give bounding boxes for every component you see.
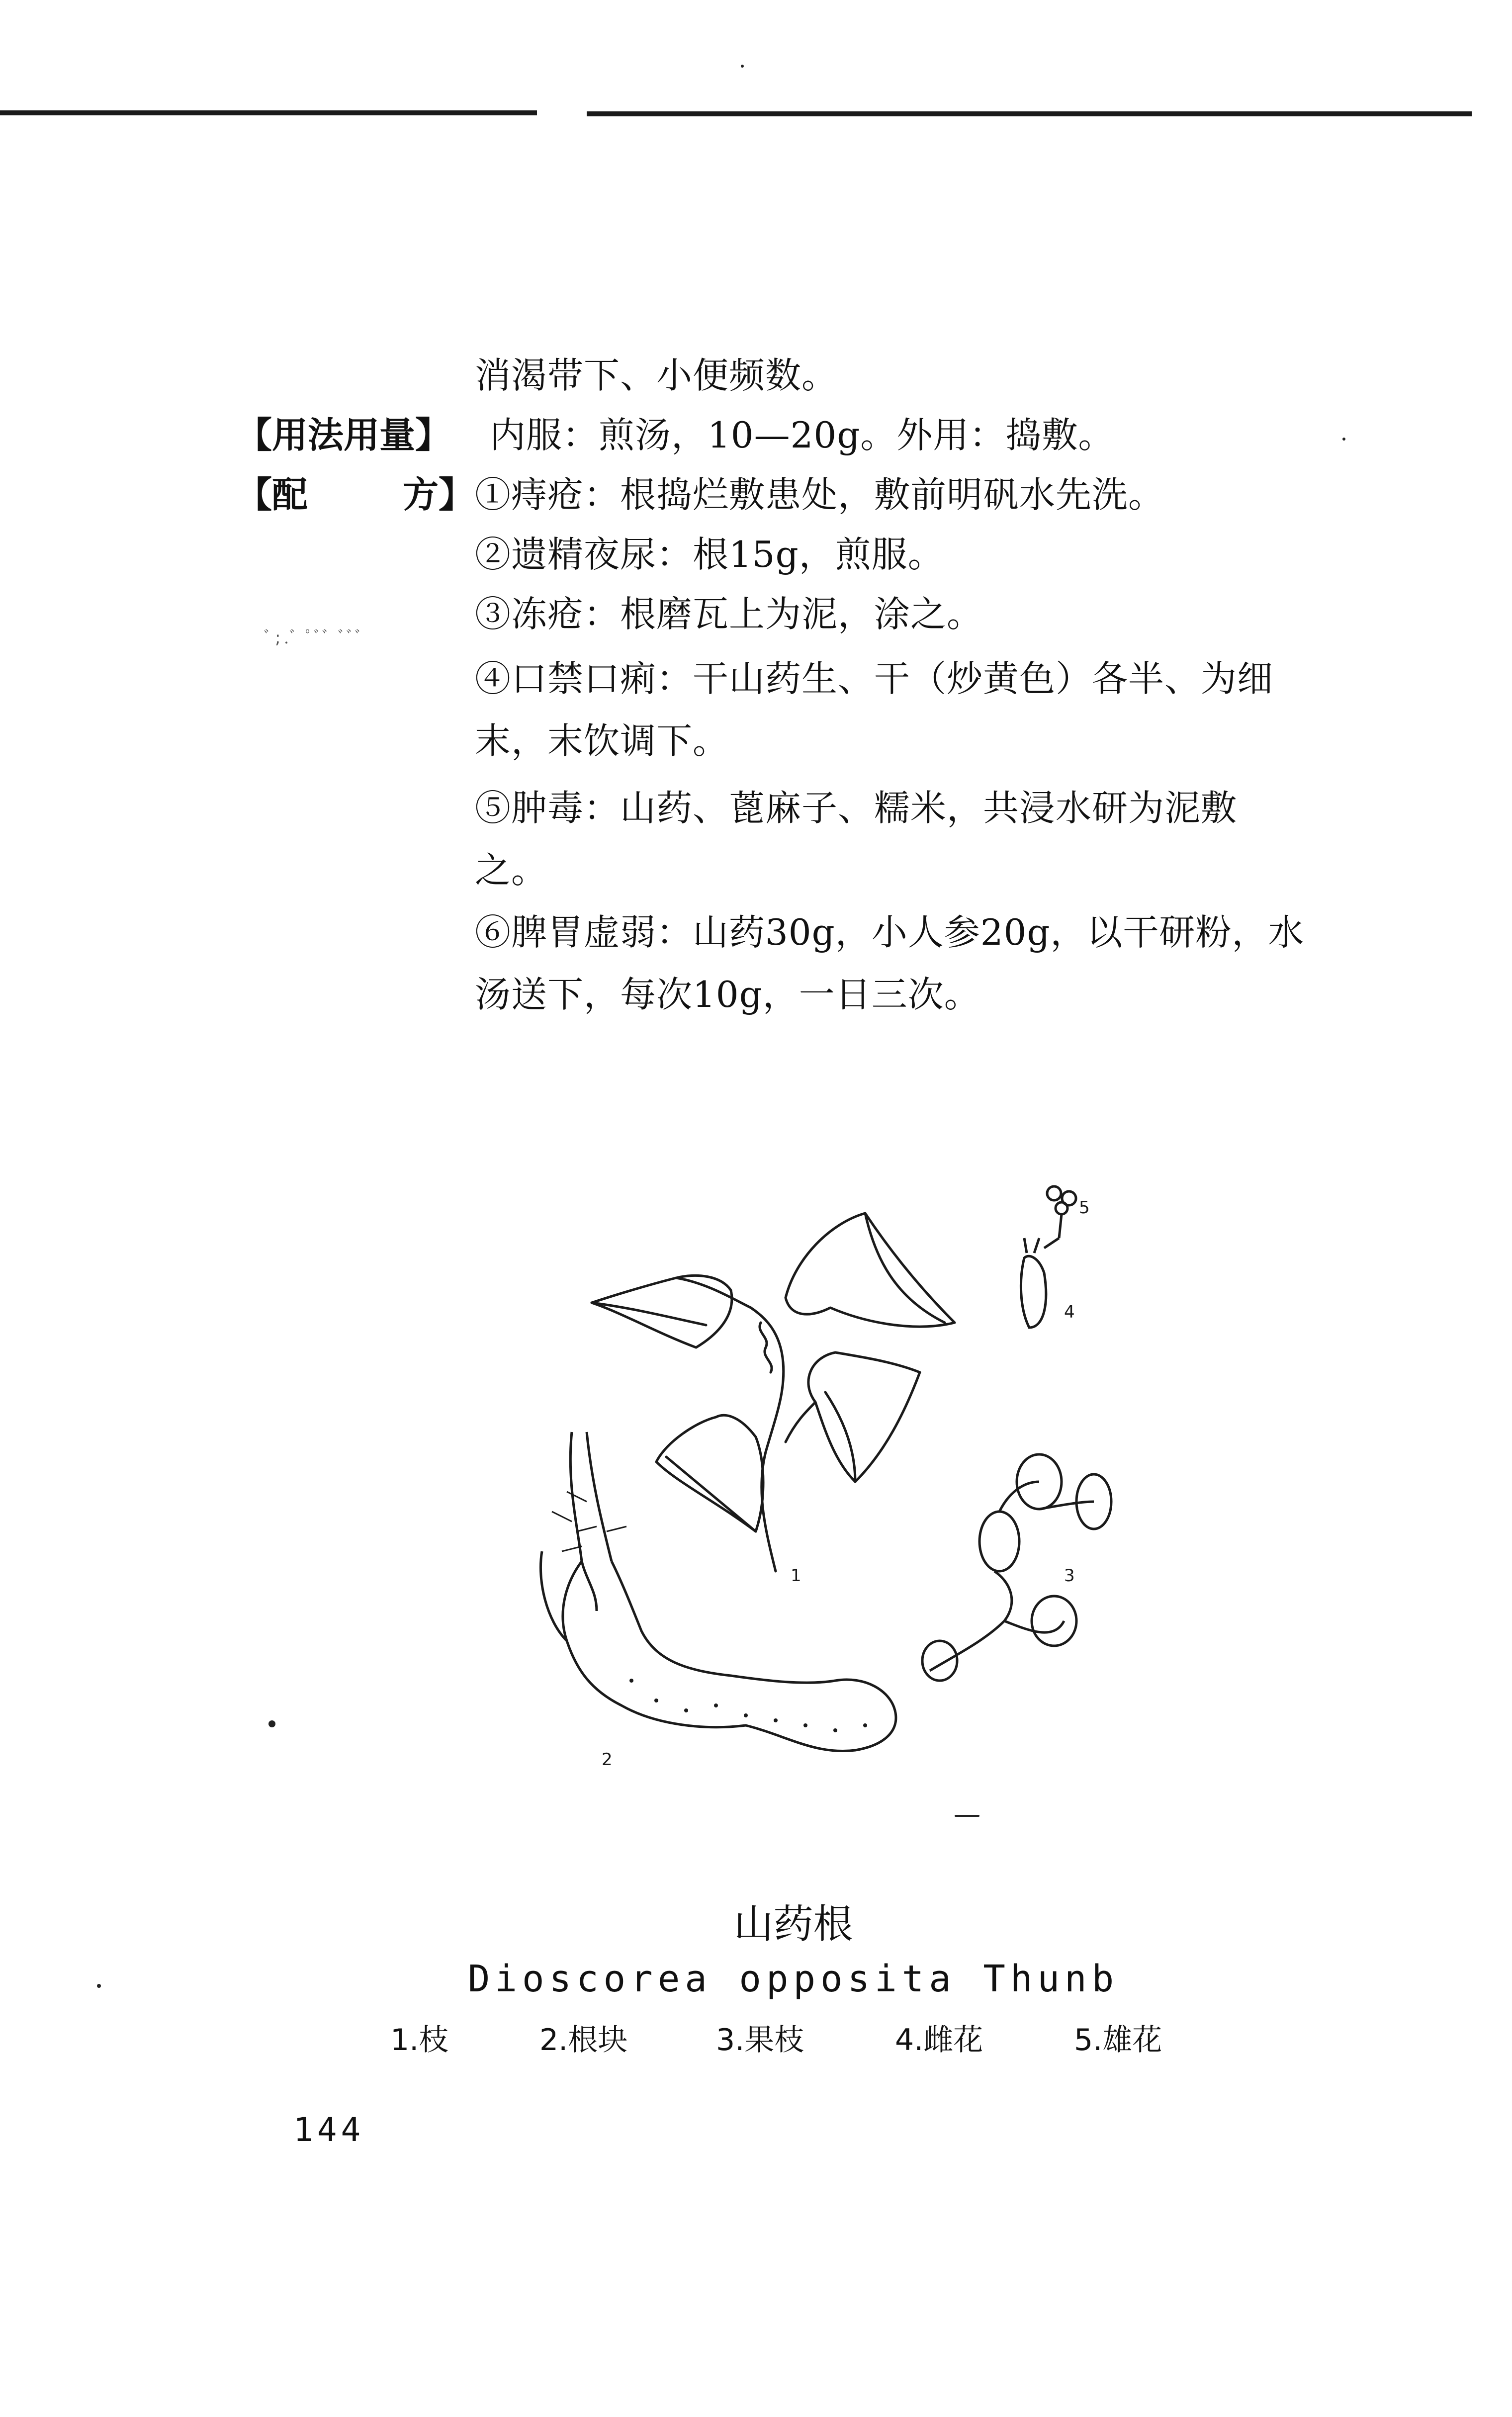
tuber-stem [570,1432,597,1611]
female-flower [1021,1256,1046,1328]
legend-item-5: 5.雄花 [1074,2023,1162,2058]
legend-item-4: 4.雌花 [895,2023,983,2058]
margin-scribble: ﾞ;.ﾞ ﾟﾞﾞ ﾞﾞﾞ [264,628,366,648]
scan-speck [1342,438,1345,441]
part-number-5: 5 [1079,1198,1090,1218]
fruit-branch [930,1571,1012,1671]
male-flower [1047,1186,1061,1200]
part-number-1: 1 [791,1566,801,1586]
legend-item-2: 2.根块 [539,2023,628,2058]
header-rule-right [587,111,1472,116]
scan-speck [955,1815,979,1817]
formula-item-1: ①痔疮：根捣烂敷患处，敷前明矾水先洗。 [475,474,1165,516]
part-number-3: 3 [1064,1566,1075,1586]
leaf-upper-left [592,1275,732,1347]
formula-item-4-line-2: 末，末饮调下。 [475,720,729,762]
formula-item-3: ③冻疮：根磨瓦上为泥，涂之。 [475,593,983,635]
header-rule-left [0,110,537,115]
figure-title-latin: Dioscorea opposita Thunb [467,1958,1119,2000]
scan-speck [741,65,744,68]
part-number-2: 2 [602,1750,613,1770]
leaf-middle-right [808,1352,920,1482]
formula-item-4-line-1: ④口禁口痢：干山药生、干（炒黄色）各半、为细 [475,658,1274,700]
formula-item-6-line-1: ⑥脾胃虚弱：山药30g，小人参20g，以干研粉，水 [475,911,1305,953]
figure-title-chinese: 山药根 [733,1901,853,1947]
leaf-middle-left [656,1415,763,1531]
formula-item-6-line-2: 汤送下，每次10g，一日三次。 [475,974,980,1015]
legend-item-1: 1.枝 [390,2023,449,2058]
usage-text: 内服：煎汤，10—20g。外用：捣敷。 [490,414,1115,456]
scan-speck [268,1720,275,1727]
tuber-root [563,1561,896,1751]
formula-label-left: 【配 [236,474,308,516]
formula-item-5-line-1: ⑤肿毒：山药、蓖麻子、糯米，共浸水研为泥敷 [475,787,1238,829]
formula-item-2: ②遗精夜尿：根15g，煎服。 [475,534,944,575]
text-line-continuation: 消渴带下、小便频数。 [475,355,838,396]
formula-label-right: 方】 [403,474,475,516]
page-number: 144 [293,2111,365,2149]
scan-speck [97,1984,101,1988]
part-number-4: 4 [1064,1302,1075,1322]
usage-label: 【用法用量】 [236,414,451,456]
formula-item-5-line-2: 之。 [475,849,548,891]
dioscorea-illustration [507,1183,1134,1840]
legend-item-3: 3.果枝 [716,2023,804,2058]
